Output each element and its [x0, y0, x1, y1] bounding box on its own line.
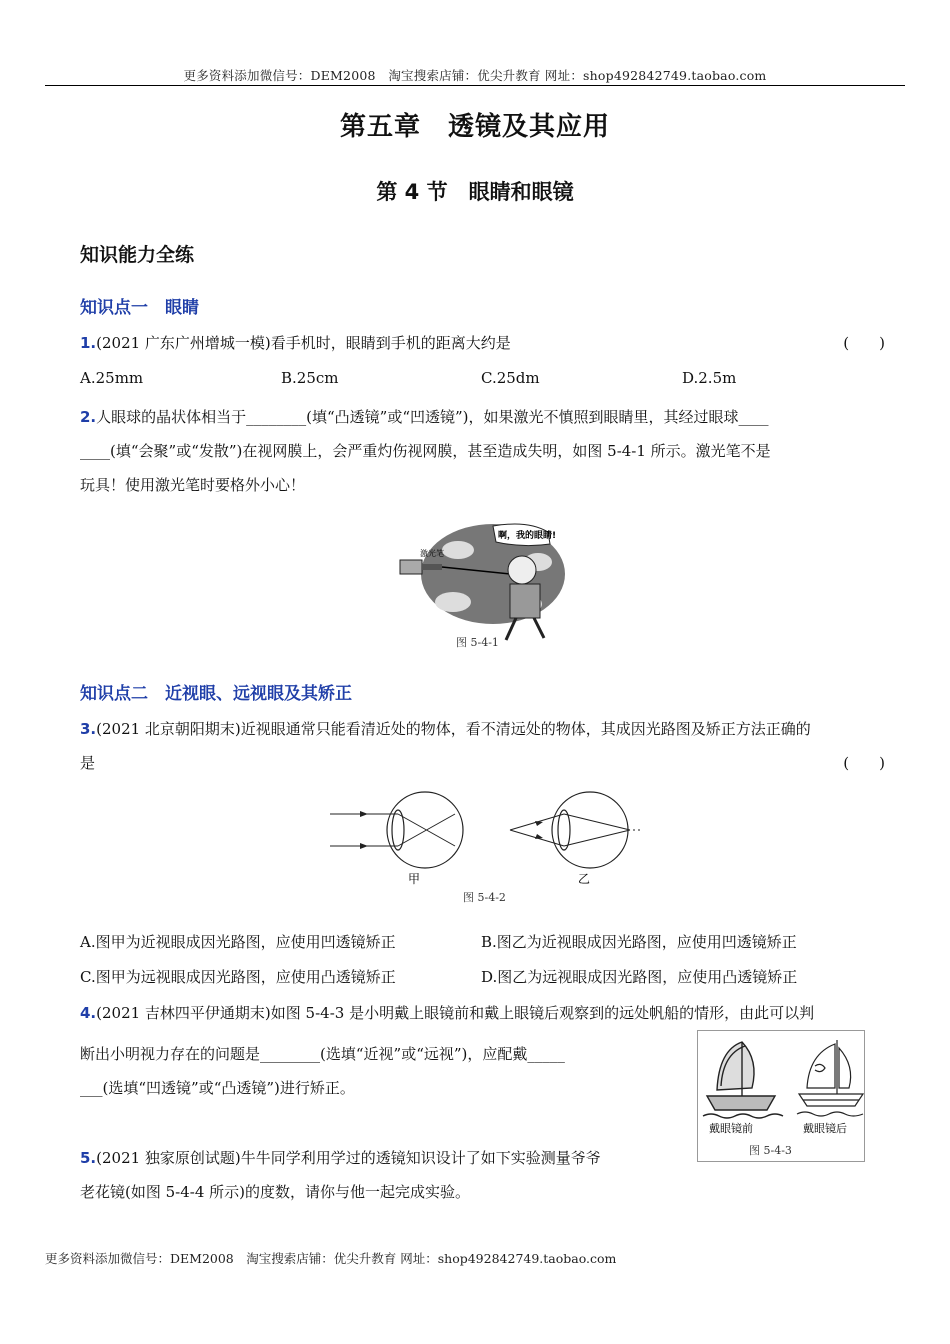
page-footer: 更多资料添加微信号：DEM2008 淘宝搜索店铺：优尖升教育 网址：shop492842749.taobao.com — [45, 1251, 617, 1266]
figure-5-4-3 — [697, 1030, 865, 1162]
person-body — [510, 584, 540, 618]
question-text: (2021 广东广州增城一模)看手机时，眼睛到手机的距离大约是 — [96, 334, 511, 352]
section-title: 第 4 节 眼睛和眼镜 — [376, 180, 574, 204]
question-4 — [80, 996, 885, 1030]
option-c: C.25dm — [481, 369, 540, 387]
eye-diagram-b — [510, 792, 642, 868]
question-line: 玩具！使用激光笔时要格外小心！ — [80, 476, 306, 494]
question-number: 1. — [80, 334, 97, 352]
question-line: 断出小明视力存在的问题是________(选填“近视”或“远视”)，应配戴_____ — [80, 1045, 565, 1063]
option-b: B.25cm — [281, 369, 339, 387]
question-3 — [80, 712, 885, 780]
label-after-glasses: 戴眼镜后 — [803, 1122, 847, 1135]
page-header: 更多资料添加微信号：DEM2008 淘宝搜索店铺：优尖升教育 网址：shop492842749.taobao.com — [183, 68, 767, 83]
question-number: 3. — [80, 720, 97, 738]
question-5 — [80, 1141, 601, 1209]
person-head — [508, 556, 536, 584]
question-number: 4. — [80, 1004, 97, 1022]
question-2 — [80, 400, 885, 502]
chapter-title: 第五章 透镜及其应用 — [339, 112, 610, 142]
knowledge-point-2: 知识点二 近视眼、远视眼及其矫正 — [80, 684, 352, 704]
option-d: D.图乙为远视眼成因光路图，应使用凸透镜矫正 — [481, 968, 798, 986]
hand — [400, 560, 422, 574]
question-1 — [80, 326, 885, 360]
label-jia: 甲 — [408, 872, 421, 886]
eye-ray-diagrams — [330, 785, 650, 910]
question-line: (2021 吉林四平伊通期末)如图 5-4-3 是小明戴上眼镜前和戴上眼镜后观察到的远处帆船的情形，由此可以判 — [96, 1004, 815, 1022]
question-number: 5. — [80, 1149, 97, 1167]
label-before-glasses: 戴眼镜前 — [709, 1122, 753, 1135]
eye-diagram-a — [330, 792, 463, 868]
practice-heading: 知识能力全练 — [80, 244, 195, 266]
laser-pen-icon — [422, 564, 442, 570]
question-line: ____(填“会聚”或“发散”)在视网膜上，会严重灼伤视网膜，甚至造成失明，如图 5-4-1 所示。激光笔不是 — [80, 442, 771, 460]
question-line: 人眼球的晶状体相当于________(填“凸透镜”或“凹透镜”)，如果激光不慎照到眼睛里，其经过眼球____ — [96, 408, 769, 426]
sailboat-illustration — [697, 1030, 865, 1162]
blurry-sailboat — [703, 1042, 783, 1118]
figure-5-4-1 — [398, 512, 568, 652]
question-4-continued — [80, 1037, 565, 1105]
option-c: C.图甲为远视眼成因光路图，应使用凸透镜矫正 — [80, 968, 396, 986]
question-line: (2021 独家原创试题)牛牛同学利用学过的透镜知识设计了如下实验测量爷爷 — [96, 1149, 601, 1167]
clear-sailboat — [797, 1040, 863, 1116]
option-b: B.图乙为近视眼成因光路图，应使用凹透镜矫正 — [481, 933, 797, 951]
question-line: (2021 北京朝阳期末)近视眼通常只能看清近处的物体，看不清远处的物体，其成因光路图及矫正方法正确的 — [96, 720, 811, 738]
figure-caption: 图 5-4-3 — [749, 1144, 792, 1157]
figure-5-4-2 — [330, 785, 650, 910]
question-line: ___(选填“凹透镜”或“凸透镜”)进行矫正。 — [80, 1079, 355, 1097]
laser-eye-illustration — [398, 512, 568, 652]
header-rule — [45, 85, 905, 86]
answer-bracket: ( ) — [843, 334, 885, 352]
label-yi: 乙 — [578, 872, 591, 886]
question-number: 2. — [80, 408, 97, 426]
knowledge-point-1: 知识点一 眼睛 — [80, 298, 199, 318]
figure-caption: 图 5-4-2 — [463, 891, 506, 904]
answer-bracket: ( ) — [843, 754, 885, 772]
pen-label: 激光笔 — [420, 549, 444, 558]
figure-caption: 图 5-4-1 — [456, 636, 499, 649]
option-d: D.2.5m — [682, 369, 737, 387]
question-line: 老花镜(如图 5-4-4 所示)的度数，请你与他一起完成实验。 — [80, 1183, 471, 1201]
option-a: A.25mm — [80, 369, 144, 387]
bubble-text: 啊，我的眼睛! — [498, 531, 557, 541]
option-a: A.图甲为近视眼成因光路图，应使用凹透镜矫正 — [80, 933, 396, 951]
question-line: 是 — [80, 754, 96, 772]
